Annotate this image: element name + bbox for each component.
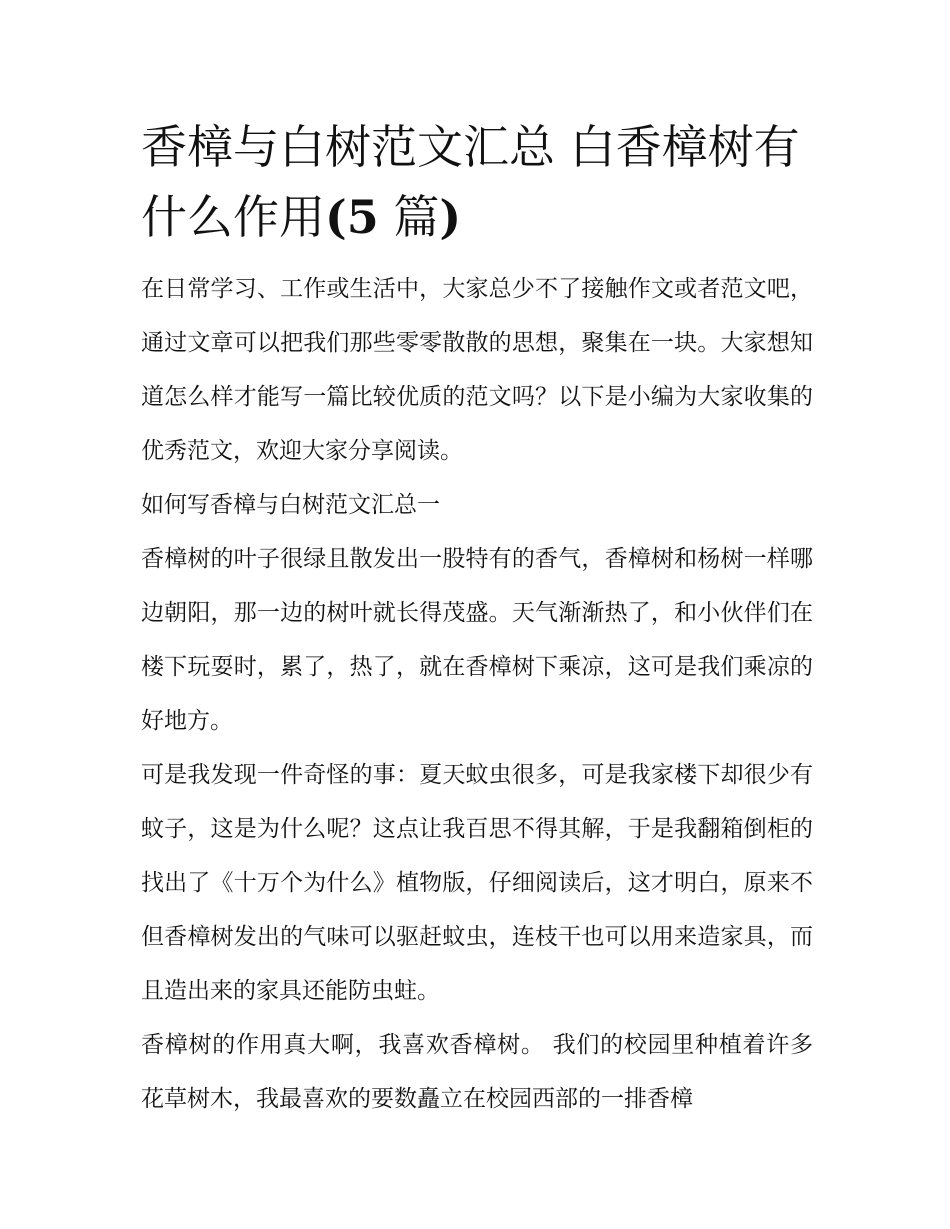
- document-title: [141, 112, 813, 252]
- title-close-paren: ): [439, 190, 462, 244]
- body-paragraph: 可是我发现一件奇怪的事：夏天蚊虫很多，可是我家楼下却很少有蚊子，这是为什么呢？这点让我百思不得其解，于是我翻箱倒柜的找出了《十万个为什么》植物版，仔细阅读后，这才明白，原来不但香樟树发出的气味可以驱赶蚊虫，连枝干也可以用来造家具，而且造出来的家具还能防虫蛀。: [141, 762, 813, 1004]
- section-heading: 如何写香樟与白树范文汇总一: [141, 492, 440, 518]
- title-count: (5: [325, 190, 379, 244]
- title-unit: 篇: [393, 190, 440, 244]
- body-paragraph: 香樟树的作用真大啊，我喜欢香樟树。 我们的校园里种植着许多花草树木，我最喜欢的要数矗立在校园西部的一排香樟: [141, 1032, 813, 1112]
- title-text: 香樟与白树范文汇总 白香樟树有什么作用: [141, 120, 800, 244]
- document-body: [141, 112, 813, 1126]
- body-paragraph: 香樟树的叶子很绿且散发出一股特有的香气，香樟树和杨树一样哪边朝阳，那一边的树叶就长得茂盛。天气渐渐热了，和小伙伴们在楼下玩耍时，累了，热了，就在香樟树下乘凉，这可是我们乘凉的好地方。: [141, 546, 813, 734]
- intro-paragraph: 在日常学习、工作或生活中，大家总少不了接触作文或者范文吧，通过文章可以把我们那些零零散散的思想，聚集在一块。大家想知道怎么样才能写一篇比较优质的范文吗？以下是小编为大家收集的优秀范文，欢迎大家分享阅读。: [141, 276, 813, 464]
